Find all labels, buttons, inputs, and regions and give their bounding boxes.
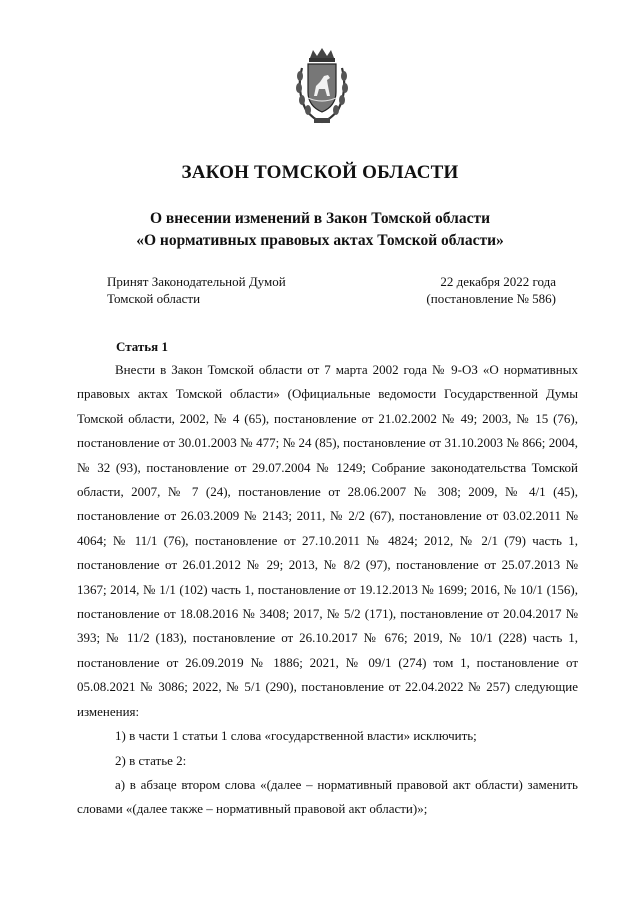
adopted-by-line-2: Томской области: [107, 291, 201, 306]
paragraph-item-2: 2) в статье 2:: [115, 752, 187, 768]
law-subtitle: [0, 208, 640, 252]
subtitle-line-1: О внесении изменений в Закон Томской области: [149, 210, 491, 227]
subtitle-line-2: «О нормативных правовых актах Томской области»: [136, 232, 504, 249]
coat-of-arms-icon: [292, 48, 352, 126]
paragraph-main: Внести в Закон Томской области от 7 марта 2002 года № 9-ОЗ «О нормативных правовых актах Томской области» (Официальные ведомости Государственной Думы Томской области, 2002, № 4 (65), постановление от 21.02.2002 № 49; 2003, № 15 (76), постановление от 30.01.2003 № 477; № 24 (85), постановление от 31.10.2003 № 866; 2004, № 32 (93), постановление от 29.07.2004 № 1249; Собрание законодательства Томской области, 2007, № 7 (24), постановление от 28.06.2007 № 308; 2009, № 4/1 (45), постановление от 26.03.2009 № 2143; 2011, № 2/2 (67), постановление от 03.02.2011 № 4064; № 11/1 (76), постановление от 27.10.2011 № 4824; 2012, № 2/1 (79) часть 1, постановление от 26.01.2012 № 29; 2013, № 8/2 (97), постановление от 25.07.2013 № 1367; 2014, № 1/1 (102) часть 1, постановление от 19.12.2013 № 1699; 2016, № 10/1 (156), постановление от 18.08.2016 № 3408; 2017, № 5/2 (171), постановление от 20.04.2017 № 393; № 11/2 (183), постановление от 26.10.2017 № 676; 2019, № 10/1 (228) часть 1, постановление от 26.09.2019 № 1886; 2021, № 09/1 (274) том 1, постановление от 05.08.2021 № 3086; 2022, № 5/1 (290), постановление от 22.04.2022 № 257) следующие изменения:: [77, 362, 578, 719]
adopted-by-line-1: Принят Законодательной Думой: [107, 274, 286, 289]
article-heading: Статья 1: [116, 339, 168, 354]
paragraph-item-2a: а) в абзаце втором слова «(далее – нормативный правовой акт области) заменить словами «(далее также – нормативный правовой акт области)»;: [77, 776, 578, 817]
adoption-date-line-2: (постановление № 586): [426, 291, 556, 306]
article-body: [77, 358, 578, 822]
adopted-by: [107, 273, 286, 307]
adoption-date: [426, 273, 556, 307]
adoption-date-line-1: 22 декабря 2022 года: [440, 274, 556, 289]
paragraph-item-1: 1) в части 1 статьи 1 слова «государственной власти» исключить;: [115, 728, 477, 744]
law-title: ЗАКОН ТОМСКОЙ ОБЛАСТИ: [181, 162, 459, 183]
